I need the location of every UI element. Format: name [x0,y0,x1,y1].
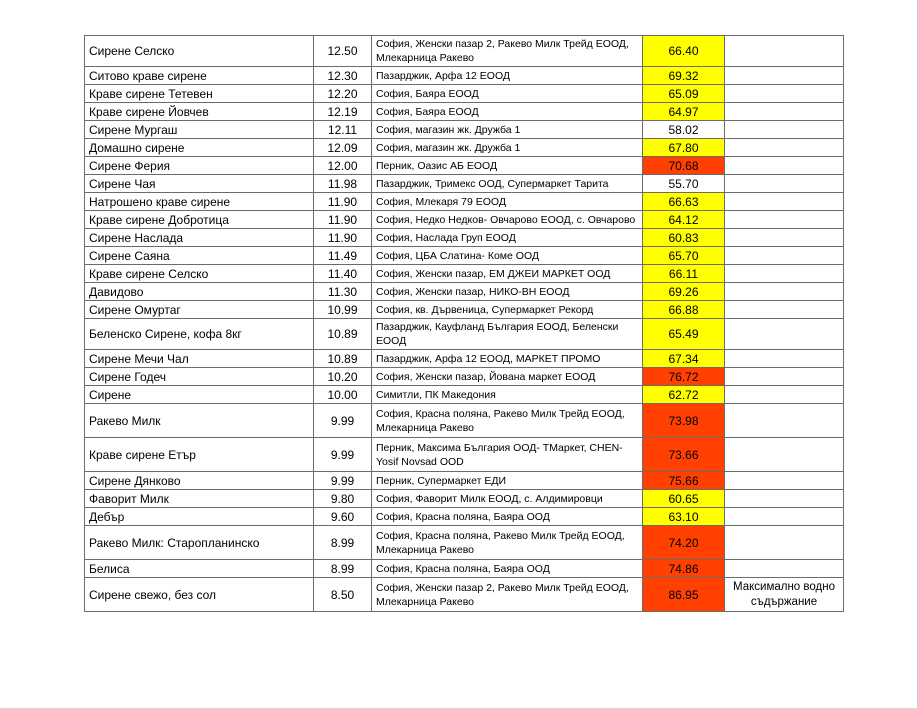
table-row [85,526,844,560]
location-cell: София, Красна поляна, Баяра ООД [372,508,643,526]
water-content-cell: 74.20 [643,526,725,560]
water-content-cell: 70.68 [643,157,725,175]
product-name-cell: Краве сирене Добротица [85,211,314,229]
table-row [85,229,844,247]
water-content-cell: 75.66 [643,472,725,490]
water-content-cell: 64.12 [643,211,725,229]
product-name-cell: Натрошено краве сирене [85,193,314,211]
water-content-cell: 66.88 [643,301,725,319]
product-name-cell: Давидово [85,283,314,301]
price-cell: 12.19 [314,103,372,121]
note-cell [725,175,844,193]
table-row [85,578,844,612]
price-cell: 10.00 [314,386,372,404]
product-name-cell: Сирене Селско [85,36,314,67]
price-cell: 11.90 [314,211,372,229]
product-name-cell: Дебър [85,508,314,526]
price-cell: 11.98 [314,175,372,193]
location-cell: София, Фаворит Милк ЕООД, с. Алдимировци [372,490,643,508]
water-content-cell: 60.83 [643,229,725,247]
product-name-cell: Сирене Годеч [85,368,314,386]
price-cell: 8.99 [314,526,372,560]
product-name-cell: Сирене Омуртаг [85,301,314,319]
note-cell [725,121,844,139]
note-cell: Максимално водно съдържание [725,578,844,612]
note-cell [725,404,844,438]
table-row [85,386,844,404]
price-cell: 9.99 [314,438,372,472]
product-name-cell: Сирене Саяна [85,247,314,265]
note-cell [725,85,844,103]
water-content-cell: 64.97 [643,103,725,121]
note-cell [725,368,844,386]
note-cell [725,490,844,508]
price-cell: 11.90 [314,229,372,247]
location-cell: Пазарджик, Арфа 12 ЕООД [372,67,643,85]
product-name-cell: Сирене свежо, без сол [85,578,314,612]
table-row [85,350,844,368]
location-cell: Симитли, ПК Македония [372,386,643,404]
price-cell: 12.50 [314,36,372,67]
table-row [85,67,844,85]
water-content-cell: 65.49 [643,319,725,350]
product-name-cell: Ракево Милк: Старопланинско [85,526,314,560]
price-cell: 12.20 [314,85,372,103]
note-cell [725,157,844,175]
location-cell: Пазарджик, Тримекс ООД, Супермаркет Тарита [372,175,643,193]
price-cell: 8.99 [314,560,372,578]
cheese-price-table [84,35,844,612]
product-name-cell: Сирене Чая [85,175,314,193]
note-cell [725,472,844,490]
price-cell: 12.30 [314,67,372,85]
product-name-cell: Фаворит Милк [85,490,314,508]
water-content-cell: 66.40 [643,36,725,67]
note-cell [725,139,844,157]
water-content-cell: 74.86 [643,560,725,578]
table-row [85,301,844,319]
table-row [85,508,844,526]
table-row [85,490,844,508]
price-cell: 11.90 [314,193,372,211]
location-cell: София, Млекаря 79 ЕООД [372,193,643,211]
table-body [85,36,844,612]
note-cell [725,301,844,319]
location-cell: Пазарджик, Арфа 12 ЕООД, МАРКЕТ ПРОМО [372,350,643,368]
location-cell: София, кв. Дървеница, Супермаркет Рекорд [372,301,643,319]
water-content-cell: 66.11 [643,265,725,283]
table-row [85,139,844,157]
product-name-cell: Белиса [85,560,314,578]
note-cell [725,526,844,560]
product-name-cell: Краве сирене Тетевен [85,85,314,103]
location-cell: София, Красна поляна, Ракево Милк Трейд ЕООД, Млекарница Ракево [372,404,643,438]
product-name-cell: Ситово краве сирене [85,67,314,85]
note-cell [725,229,844,247]
location-cell: Перник, Максима България ООД- ТМаркет, CHEN-Yosif Novsad OOD [372,438,643,472]
note-cell [725,350,844,368]
location-cell: София, Баяра ЕООД [372,85,643,103]
product-name-cell: Сирене [85,386,314,404]
note-cell [725,265,844,283]
note-cell [725,67,844,85]
price-cell: 9.60 [314,508,372,526]
table-row [85,157,844,175]
note-cell [725,211,844,229]
location-cell: Перник, Оазис АБ ЕООД [372,157,643,175]
product-name-cell: Сирене Ферия [85,157,314,175]
note-cell [725,438,844,472]
table-row [85,175,844,193]
product-name-cell: Ракево Милк [85,404,314,438]
price-cell: 11.30 [314,283,372,301]
price-cell: 11.40 [314,265,372,283]
location-cell: София, Наслада Груп ЕООД [372,229,643,247]
table-row [85,247,844,265]
note-cell [725,36,844,67]
water-content-cell: 58.02 [643,121,725,139]
price-cell: 12.11 [314,121,372,139]
table-row [85,103,844,121]
location-cell: София, Женски пазар, Йована маркет ЕООД [372,368,643,386]
note-cell [725,247,844,265]
price-cell: 10.89 [314,319,372,350]
location-cell: София, Красна поляна, Баяра ООД [372,560,643,578]
note-cell [725,103,844,121]
location-cell: София, Женски пазар 2, Ракево Милк Трейд ЕООД, Млекарница Ракево [372,36,643,67]
water-content-cell: 69.26 [643,283,725,301]
note-cell [725,560,844,578]
location-cell: София, Баяра ЕООД [372,103,643,121]
note-cell [725,319,844,350]
price-cell: 8.50 [314,578,372,612]
water-content-cell: 65.70 [643,247,725,265]
location-cell: София, Недко Недков- Овчарово ЕООД, с. Овчарово [372,211,643,229]
table-row [85,193,844,211]
price-cell: 12.09 [314,139,372,157]
table-row [85,472,844,490]
product-name-cell: Краве сирене Йовчев [85,103,314,121]
location-cell: Перник, Супермаркет ЕДИ [372,472,643,490]
note-cell [725,283,844,301]
product-name-cell: Сирене Наслада [85,229,314,247]
table-row [85,265,844,283]
product-name-cell: Беленско Сирене, кофа 8кг [85,319,314,350]
water-content-cell: 76.72 [643,368,725,386]
price-cell: 9.99 [314,404,372,438]
product-name-cell: Краве сирене Селско [85,265,314,283]
price-cell: 11.49 [314,247,372,265]
product-name-cell: Краве сирене Етър [85,438,314,472]
water-content-cell: 62.72 [643,386,725,404]
price-cell: 12.00 [314,157,372,175]
location-cell: София, ЦБА Слатина- Коме ООД [372,247,643,265]
table-row [85,36,844,67]
table-row [85,404,844,438]
table-row [85,438,844,472]
table-row [85,211,844,229]
table-row [85,560,844,578]
location-cell: София, магазин жк. Дружба 1 [372,121,643,139]
water-content-cell: 67.34 [643,350,725,368]
price-cell: 9.80 [314,490,372,508]
water-content-cell: 65.09 [643,85,725,103]
note-cell [725,386,844,404]
water-content-cell: 55.70 [643,175,725,193]
product-name-cell: Сирене Мургаш [85,121,314,139]
table-row [85,319,844,350]
price-cell: 10.20 [314,368,372,386]
location-cell: Пазарджик, Кауфланд България ЕООД, Беленски ЕООД [372,319,643,350]
location-cell: София, Женски пазар, НИКО-ВН ЕООД [372,283,643,301]
product-name-cell: Сирене Мечи Чал [85,350,314,368]
water-content-cell: 69.32 [643,67,725,85]
water-content-cell: 86.95 [643,578,725,612]
note-cell [725,193,844,211]
water-content-cell: 67.80 [643,139,725,157]
water-content-cell: 60.65 [643,490,725,508]
location-cell: София, Женски пазар, ЕМ ДЖЕИ МАРКЕТ ООД [372,265,643,283]
location-cell: София, магазин жк. Дружба 1 [372,139,643,157]
product-name-cell: Сирене Дянково [85,472,314,490]
price-cell: 10.99 [314,301,372,319]
note-cell [725,508,844,526]
price-cell: 10.89 [314,350,372,368]
location-cell: София, Женски пазар 2, Ракево Милк Трейд ЕООД, Млекарница Ракево [372,578,643,612]
water-content-cell: 73.98 [643,404,725,438]
table-row [85,283,844,301]
table-row [85,368,844,386]
water-content-cell: 63.10 [643,508,725,526]
table-row [85,121,844,139]
price-cell: 9.99 [314,472,372,490]
water-content-cell: 66.63 [643,193,725,211]
water-content-cell: 73.66 [643,438,725,472]
location-cell: София, Красна поляна, Ракево Милк Трейд ЕООД, Млекарница Ракево [372,526,643,560]
table-row [85,85,844,103]
product-name-cell: Домашно сирене [85,139,314,157]
